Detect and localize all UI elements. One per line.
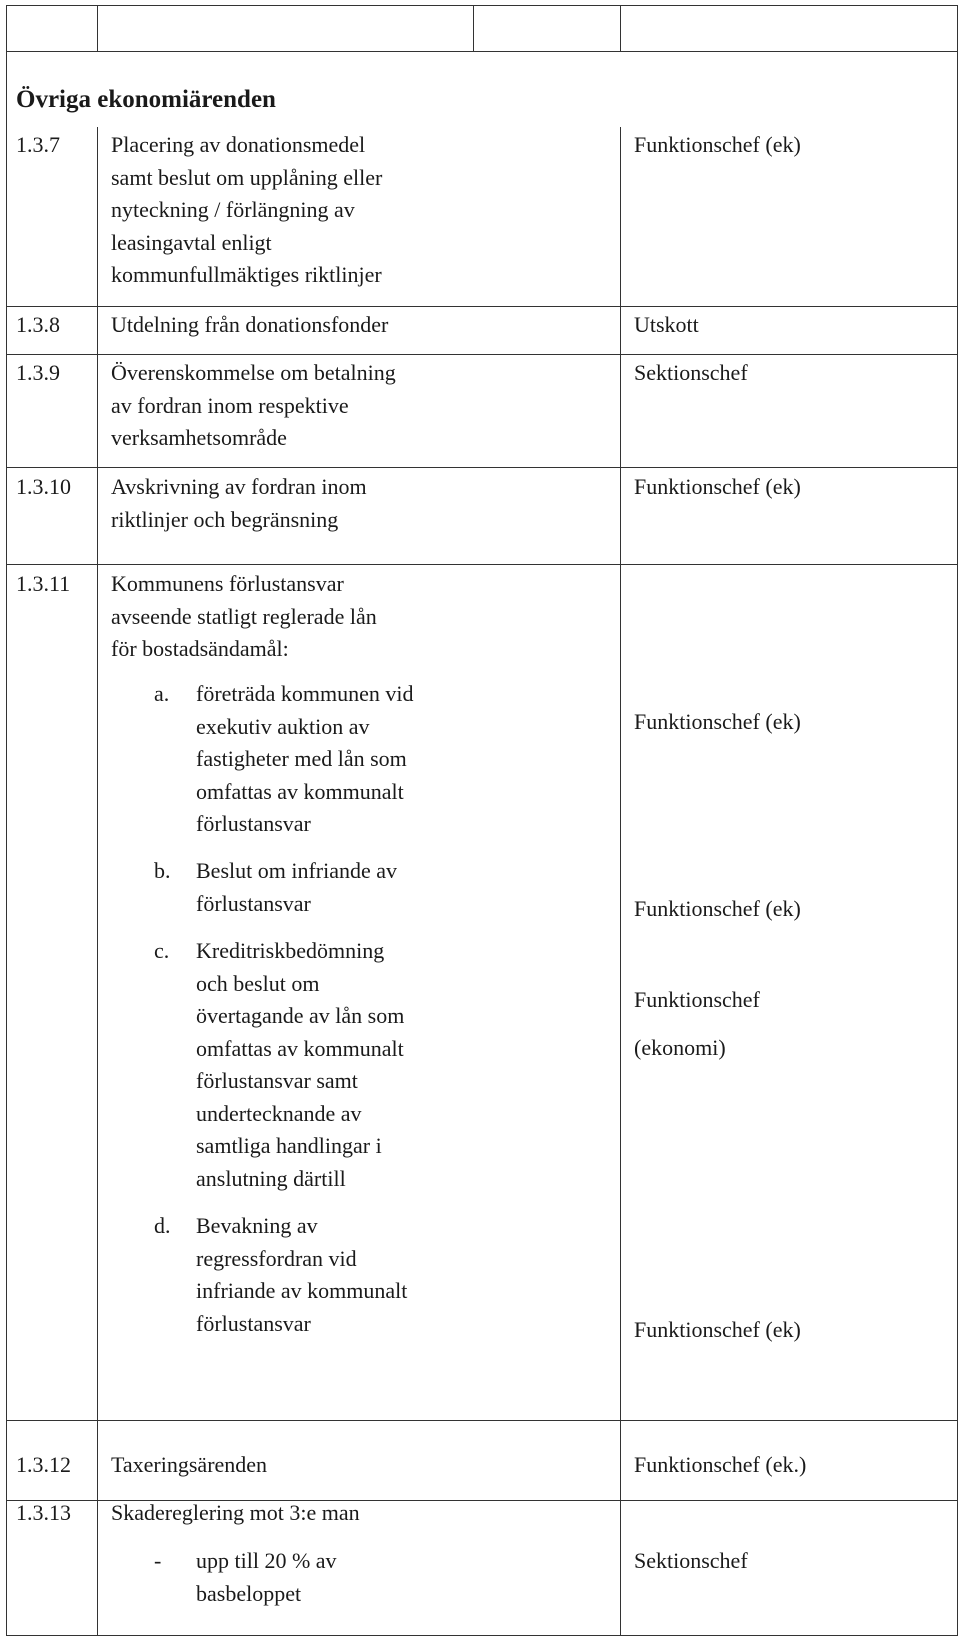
row-border: [6, 564, 958, 565]
subitem-delegate: (ekonomi): [634, 1035, 726, 1060]
row-delegate: Sektionschef: [634, 360, 748, 385]
subitem-text: omfattas av kommunalt: [196, 778, 404, 804]
row-description: Utdelning från donationsfonder: [111, 312, 389, 337]
row-description: Skadereglering mot 3:e man: [111, 1500, 360, 1525]
subitem-marker: c.: [154, 938, 170, 963]
section-title: Övriga ekonomiärenden: [16, 86, 276, 113]
subitem-text: undertecknande av: [196, 1100, 362, 1126]
subitem-marker: a.: [154, 681, 170, 706]
row-description: Överenskommelse om betalning: [111, 360, 396, 385]
dash-marker: -: [154, 1548, 162, 1573]
col-border: [957, 5, 958, 1636]
row-description: avseende statligt reglerade lån: [111, 603, 377, 629]
row-delegate: Funktionschef (ek): [634, 132, 801, 157]
dash-text: upp till 20 % av: [196, 1548, 337, 1573]
subitem-text: förlustansvar: [196, 811, 311, 836]
row-border: [6, 1420, 958, 1421]
subitem-text: infriande av kommunalt: [196, 1278, 408, 1303]
subitem-text: företräda kommunen vid: [196, 681, 414, 706]
subitem-text: samtliga handlingar i: [196, 1133, 382, 1158]
row-border: [6, 1635, 958, 1636]
row-border: [6, 306, 958, 307]
subitem-marker: d.: [154, 1213, 171, 1238]
subitem-text: förlustansvar: [196, 1310, 311, 1336]
row-border: [6, 354, 958, 355]
row-delegate: Utskott: [634, 312, 699, 337]
col-border: [620, 127, 621, 1636]
subitem-text: förlustansvar: [196, 890, 311, 916]
row-number: 1.3.8: [16, 312, 60, 337]
subitem-delegate: Funktionschef (ek): [634, 1317, 801, 1342]
dash-text: basbeloppet: [196, 1580, 302, 1606]
subitem-text: Beslut om infriande av: [196, 858, 398, 883]
row-border: [6, 5, 958, 6]
row-description: Avskrivning av fordran inom: [111, 474, 367, 499]
subitem-text: exekutiv auktion av: [196, 713, 370, 739]
subitem-text: regressfordran vid: [196, 1245, 357, 1271]
col-border: [620, 5, 621, 52]
col-border: [6, 5, 7, 1636]
row-description: nyteckning / förlängning av: [111, 197, 355, 222]
row-border: [6, 467, 958, 468]
row-delegate: Funktionschef (ek.): [634, 1452, 807, 1477]
row-number: 1.3.10: [16, 474, 71, 499]
subitem-text: Bevakning av: [196, 1213, 318, 1238]
row-description: samt beslut om upplåning eller: [111, 164, 383, 190]
row-number: 1.3.13: [16, 1500, 71, 1525]
subitem-delegate: Funktionschef: [634, 987, 760, 1012]
row-description: leasingavtal enligt: [111, 229, 272, 255]
row-number: 1.3.9: [16, 360, 60, 385]
subitem-text: och beslut om: [196, 970, 320, 996]
subitem-text: övertagande av lån som: [196, 1003, 405, 1028]
row-number: 1.3.12: [16, 1452, 71, 1477]
subitem-text: Kreditriskbedömning: [196, 938, 385, 963]
subitem-text: omfattas av kommunalt: [196, 1035, 404, 1061]
dash-delegate: Sektionschef: [634, 1548, 748, 1573]
row-number: 1.3.11: [16, 571, 71, 596]
row-description: Placering av donationsmedel: [111, 132, 366, 157]
row-description: verksamhetsområde: [111, 425, 287, 450]
row-description: av fordran inom respektive: [111, 392, 349, 418]
subitem-marker: b.: [154, 858, 171, 883]
subitem-text: anslutning därtill: [196, 1165, 346, 1191]
subitem-text: fastigheter med lån som: [196, 746, 407, 771]
subitem-delegate: Funktionschef (ek): [634, 709, 801, 734]
row-border: [6, 51, 958, 52]
row-description: riktlinjer och begränsning: [111, 506, 339, 532]
col-border: [97, 5, 98, 52]
row-description: kommunfullmäktiges riktlinjer: [111, 262, 382, 287]
row-delegate: Funktionschef (ek): [634, 474, 801, 499]
row-description: för bostadsändamål:: [111, 636, 289, 661]
subitem-text: förlustansvar samt: [196, 1068, 358, 1093]
subitem-delegate: Funktionschef (ek): [634, 896, 801, 921]
col-border: [97, 127, 98, 1636]
row-description: Kommunens förlustansvar: [111, 571, 344, 596]
row-description: Taxeringsärenden: [111, 1452, 268, 1477]
row-number: 1.3.7: [16, 132, 60, 157]
col-border: [473, 5, 474, 52]
